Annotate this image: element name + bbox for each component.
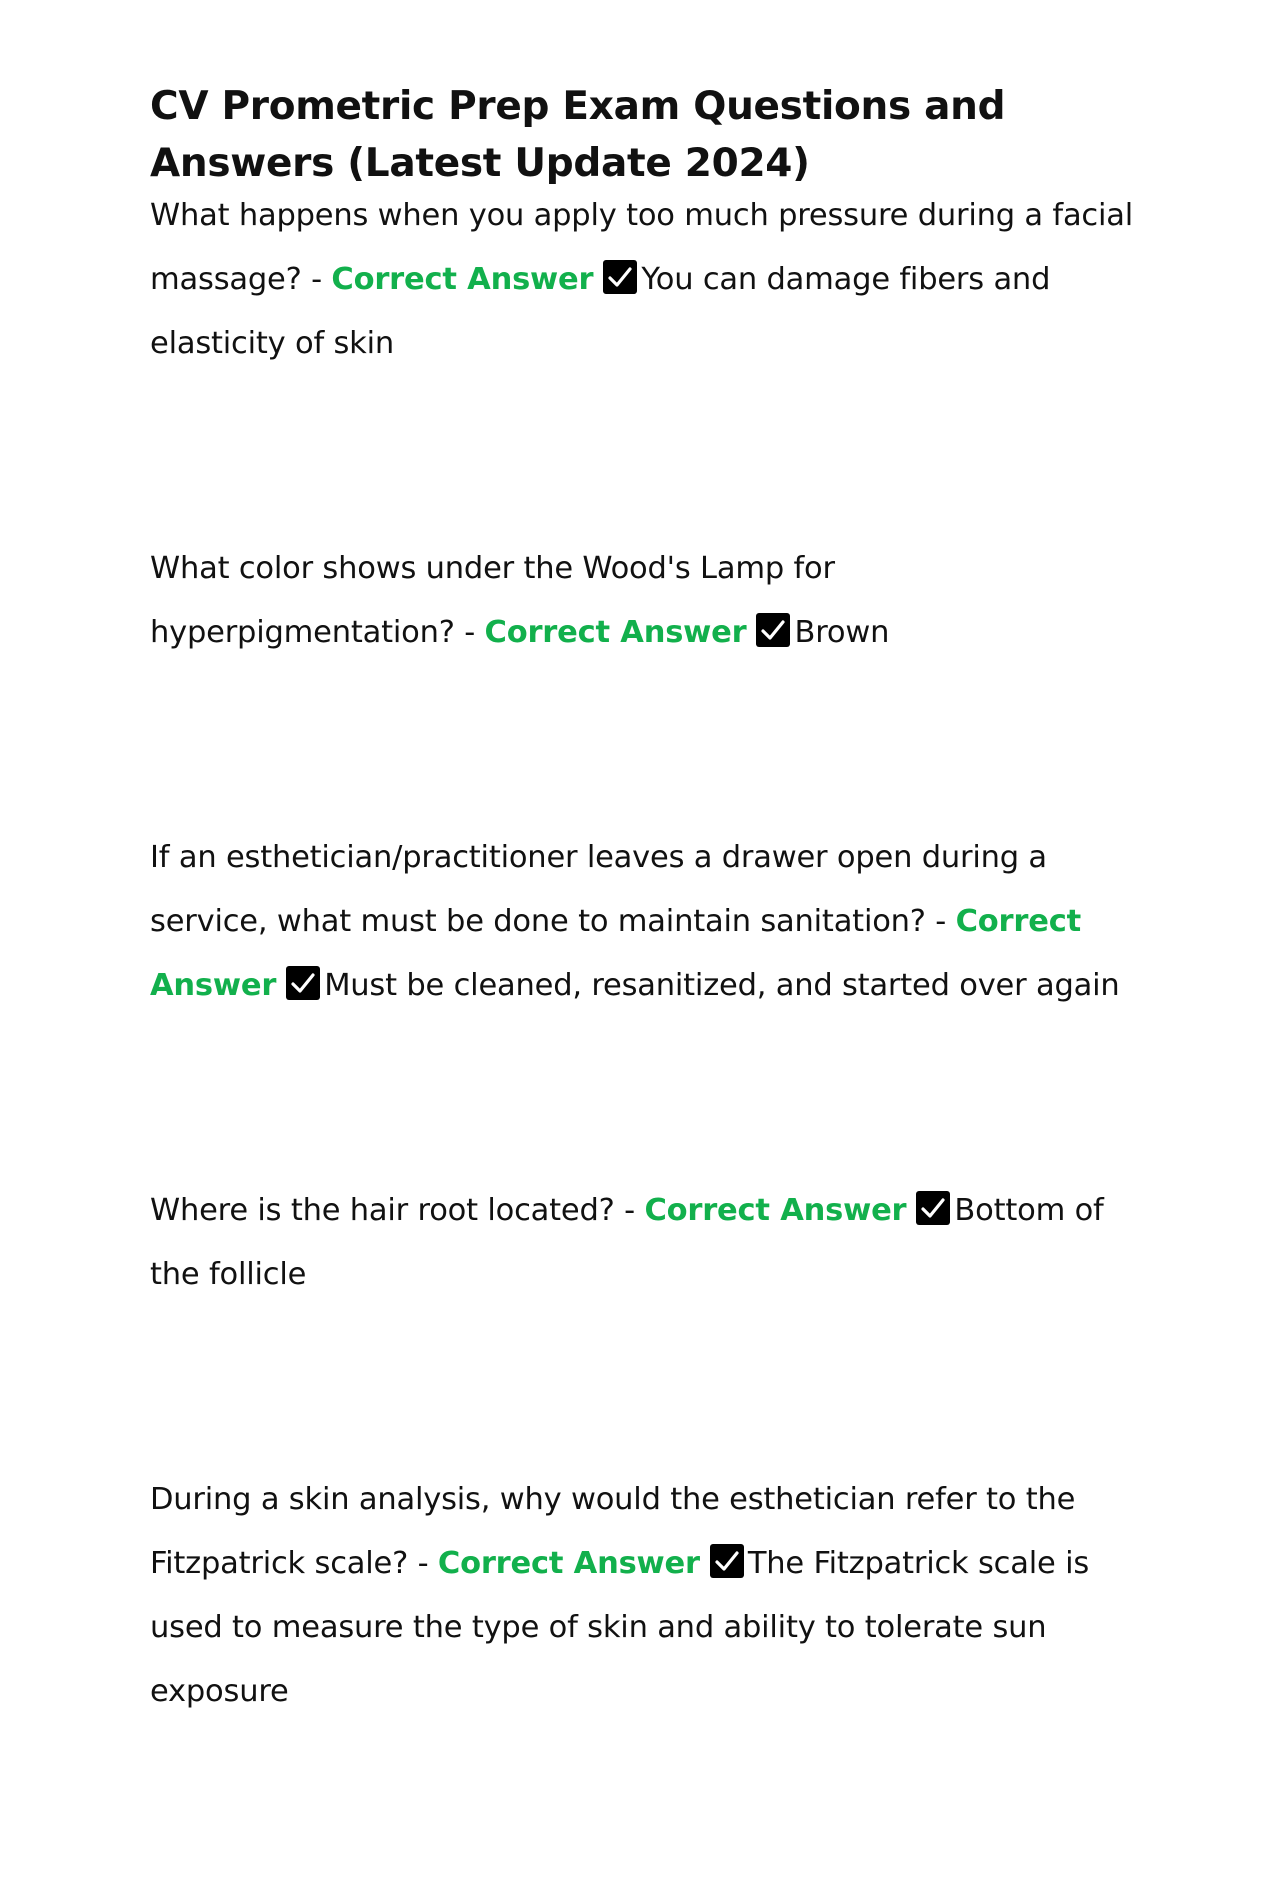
answer-text: The Fitzpatrick scale is used to measure the type of skin and ability to tolerate sun exposure [150,1546,1090,1709]
check-box-icon [916,1191,950,1225]
qa-item [150,1468,1140,1724]
qa-item [150,537,1140,665]
correct-answer-label: Correct Answer [437,1546,700,1581]
answer-text: You can damage fibers and elasticity of skin [150,262,1051,361]
document-page [150,78,1140,1885]
correct-answer-label: Correct Answer [150,904,1081,1003]
qa-item [150,1179,1140,1307]
check-box-icon [710,1544,744,1578]
question-text: If an esthetician/practitioner leaves a drawer open during a service, what must be done to maintain sanitation? - [150,840,1047,939]
answer-text: Bottom of the follicle [150,1193,1104,1292]
check-box-icon [603,260,637,294]
correct-answer-label: Correct Answer [331,262,594,297]
question-text: During a skin analysis, why would the esthetician refer to the Fitzpatrick scale? - [150,1482,1076,1581]
correct-answer-label: Correct Answer [484,615,747,650]
check-box-icon [286,966,320,1000]
question-text: What happens when you apply too much pressure during a facial massage? - [150,198,1134,297]
qa-list [150,184,1140,1724]
question-text: Where is the hair root located? - [150,1193,645,1228]
answer-text: Brown [794,615,890,650]
qa-item [150,826,1140,1018]
answer-text: Must be cleaned, resanitized, and started over again [324,968,1120,1003]
check-box-icon [756,613,790,647]
document-title: CV Prometric Prep Exam Questions and Answers (Latest Update 2024) [150,84,1006,186]
correct-answer-label: Correct Answer [644,1193,907,1228]
question-text: What color shows under the Wood's Lamp for hyperpigmentation? - [150,551,835,650]
qa-item [150,184,1140,376]
